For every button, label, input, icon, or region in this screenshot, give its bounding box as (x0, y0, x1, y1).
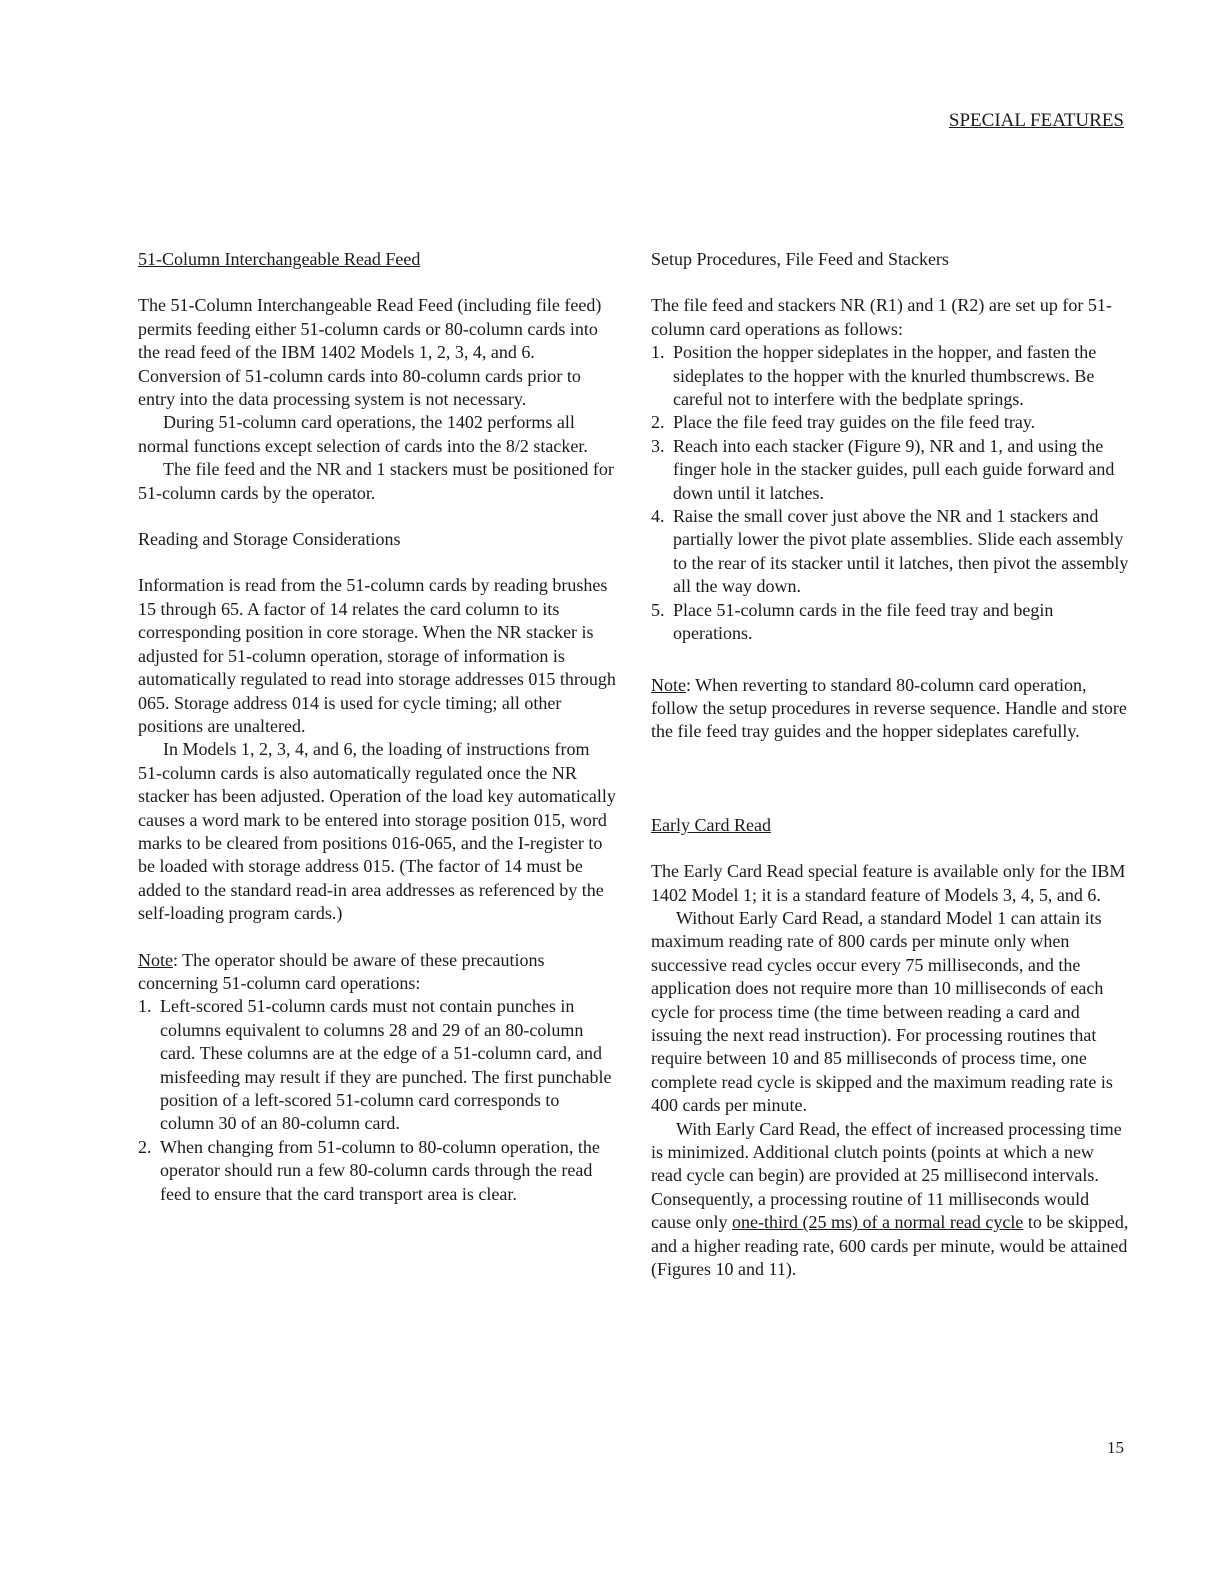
list-text: Raise the small cover just above the NR and 1 stackers and partially lower the pivot plate assemblies. Slide each assembly to the rear of its stacker until it latches, then pivot the assembly all the way down. (673, 506, 1129, 597)
list-item (651, 411, 1129, 434)
underlined-text: one-third (25 ms) of a normal read cycle (731, 1212, 1024, 1233)
text-run: With Early Card Read, the effect of increased processing time is minimized. Additional clutch points (points at which a new read cycle can begin) are provided at 25 millisecond intervals. Consequently, a processing routine of 11 milliseconds would cause only (651, 1118, 1122, 1233)
note-paragraph (651, 674, 1129, 744)
list-number: 4. (651, 506, 665, 527)
paragraph: During 51-column card operations, the 1402 performs all normal functions except selection of cards into the 8/2 stacker. (138, 412, 588, 456)
page-header: SPECIAL FEATURES (948, 110, 1124, 131)
list-number: 3. (651, 435, 665, 456)
paragraph: The 51-Column Interchangeable Read Feed (including file feed) permits feeding either 51-column cards or 80-column cards into the read feed of the IBM 1402 Models 1, 2, 3, 4, and 6. Conversion of 51-column cards into 80-column cards prior to entry into the data processing system is not necessary. (138, 295, 602, 410)
list-item (651, 341, 1129, 411)
list-text: Left-scored 51-column cards must not contain punches in columns equivalent to columns 28 and 29 of an 80-column card. These columns are at the edge of a 51-column card, and misfeeding may result if they are punched. The first punchable position of a left-scored 51-column card corresponds to column 30 of an 80-column card. (160, 996, 612, 1134)
list-text: Place the file feed tray guides on the file feed tray. (673, 412, 1036, 433)
note-label: Note (138, 949, 173, 970)
note-paragraph (138, 949, 616, 996)
paragraph: The file feed and the NR and 1 stackers must be positioned for 51-column cards by the operator. (138, 459, 614, 503)
list-text: Reach into each stacker (Figure 9), NR and 1, and using the finger hole in the stacker guides, pull each guide forward and down until it latches. (673, 435, 1115, 503)
list-number: 2. (651, 412, 665, 433)
text-run: to be skipped, and a higher reading rate, 600 cards per minute, would be attained (Figures 10 and 11). (651, 1212, 1129, 1280)
list-text: Position the hopper sideplates in the hopper, and fasten the sideplates to the hopper with the knurled thumbscrews. Be careful not to interfere with the bedplate springs. (673, 342, 1097, 410)
list-number: 5. (651, 599, 665, 620)
list-item (138, 1136, 616, 1206)
left-column (138, 248, 616, 1206)
section-heading-interchangeable-read-feed: 51-Column Interchangeable Read Feed (138, 249, 421, 269)
note-text: : When reverting to standard 80-column card operation, follow the setup procedures in reverse sequence. Handle and store the file feed tray guides and the hopper sideplates carefully. (651, 674, 1127, 742)
section-heading-early-card-read: Early Card Read (651, 814, 771, 835)
paragraph: Without Early Card Read, a standard Model 1 can attain its maximum reading rate of 800 cards per minute only when successive read cycles occur every 75 milliseconds, and the application does not require more than 10 milliseconds of each cycle for process time (the time between reading a card and issuing the next read instruction). For processing routines that require between 10 and 85 milliseconds of process time, one complete read cycle is skipped and the maximum reading rate is 400 cards per minute. (651, 907, 1113, 1116)
list-item (651, 435, 1129, 505)
paragraph: The Early Card Read special feature is available only for the IBM 1402 Model 1; it is a standard feature of Models 3, 4, 5, and 6. (651, 861, 1126, 905)
paragraph: Information is read from the 51-column cards by reading brushes 15 through 65. A factor of 14 relates the card column to its corresponding position in core storage. When the NR stacker is adjusted for 51-column operation, storage of information is automatically regulated to read into storage addresses 015 through 065. Storage address 014 is used for cycle timing; all other positions are unaltered. (138, 575, 616, 736)
note-intro: : The operator should be aware of these precautions concerning 51-column card operations: (138, 949, 545, 993)
precautions-list (138, 995, 616, 1206)
section-heading-reading-storage: Reading and Storage Considerations (138, 529, 401, 550)
note-label: Note (651, 674, 686, 695)
list-text: Place 51-column cards in the file feed tray and begin operations. (673, 599, 1054, 644)
list-number: 2. (138, 1136, 152, 1157)
list-number: 1. (651, 342, 665, 363)
list-item (651, 599, 1129, 646)
right-column (651, 248, 1129, 1281)
section-heading-setup-procedures: Setup Procedures, File Feed and Stackers (651, 249, 949, 269)
page-number: 15 (1107, 1438, 1124, 1457)
list-text: When changing from 51-column to 80-column operation, the operator should run a few 80-column cards through the read feed to ensure that the card transport area is clear. (160, 1136, 600, 1204)
paragraph: In Models 1, 2, 3, 4, and 6, the loading of instructions from 51-column cards is also automatically regulated once the NR stacker has been adjusted. Operation of the load key automatically causes a word mark to be entered into storage position 015, word marks to be cleared from positions 016-065, and the I-register to be loaded with storage address 015. (The factor of 14 must be added to the standard read-in area addresses as referenced by the self-loading program cards.) (138, 739, 616, 924)
paragraph (651, 1118, 1129, 1282)
list-number: 1. (138, 996, 152, 1017)
setup-steps-list (651, 341, 1129, 645)
list-item (651, 505, 1129, 599)
paragraph: The file feed and stackers NR (R1) and 1 (R2) are set up for 51-column card operations as follows: (651, 295, 1112, 339)
list-item (138, 995, 616, 1135)
